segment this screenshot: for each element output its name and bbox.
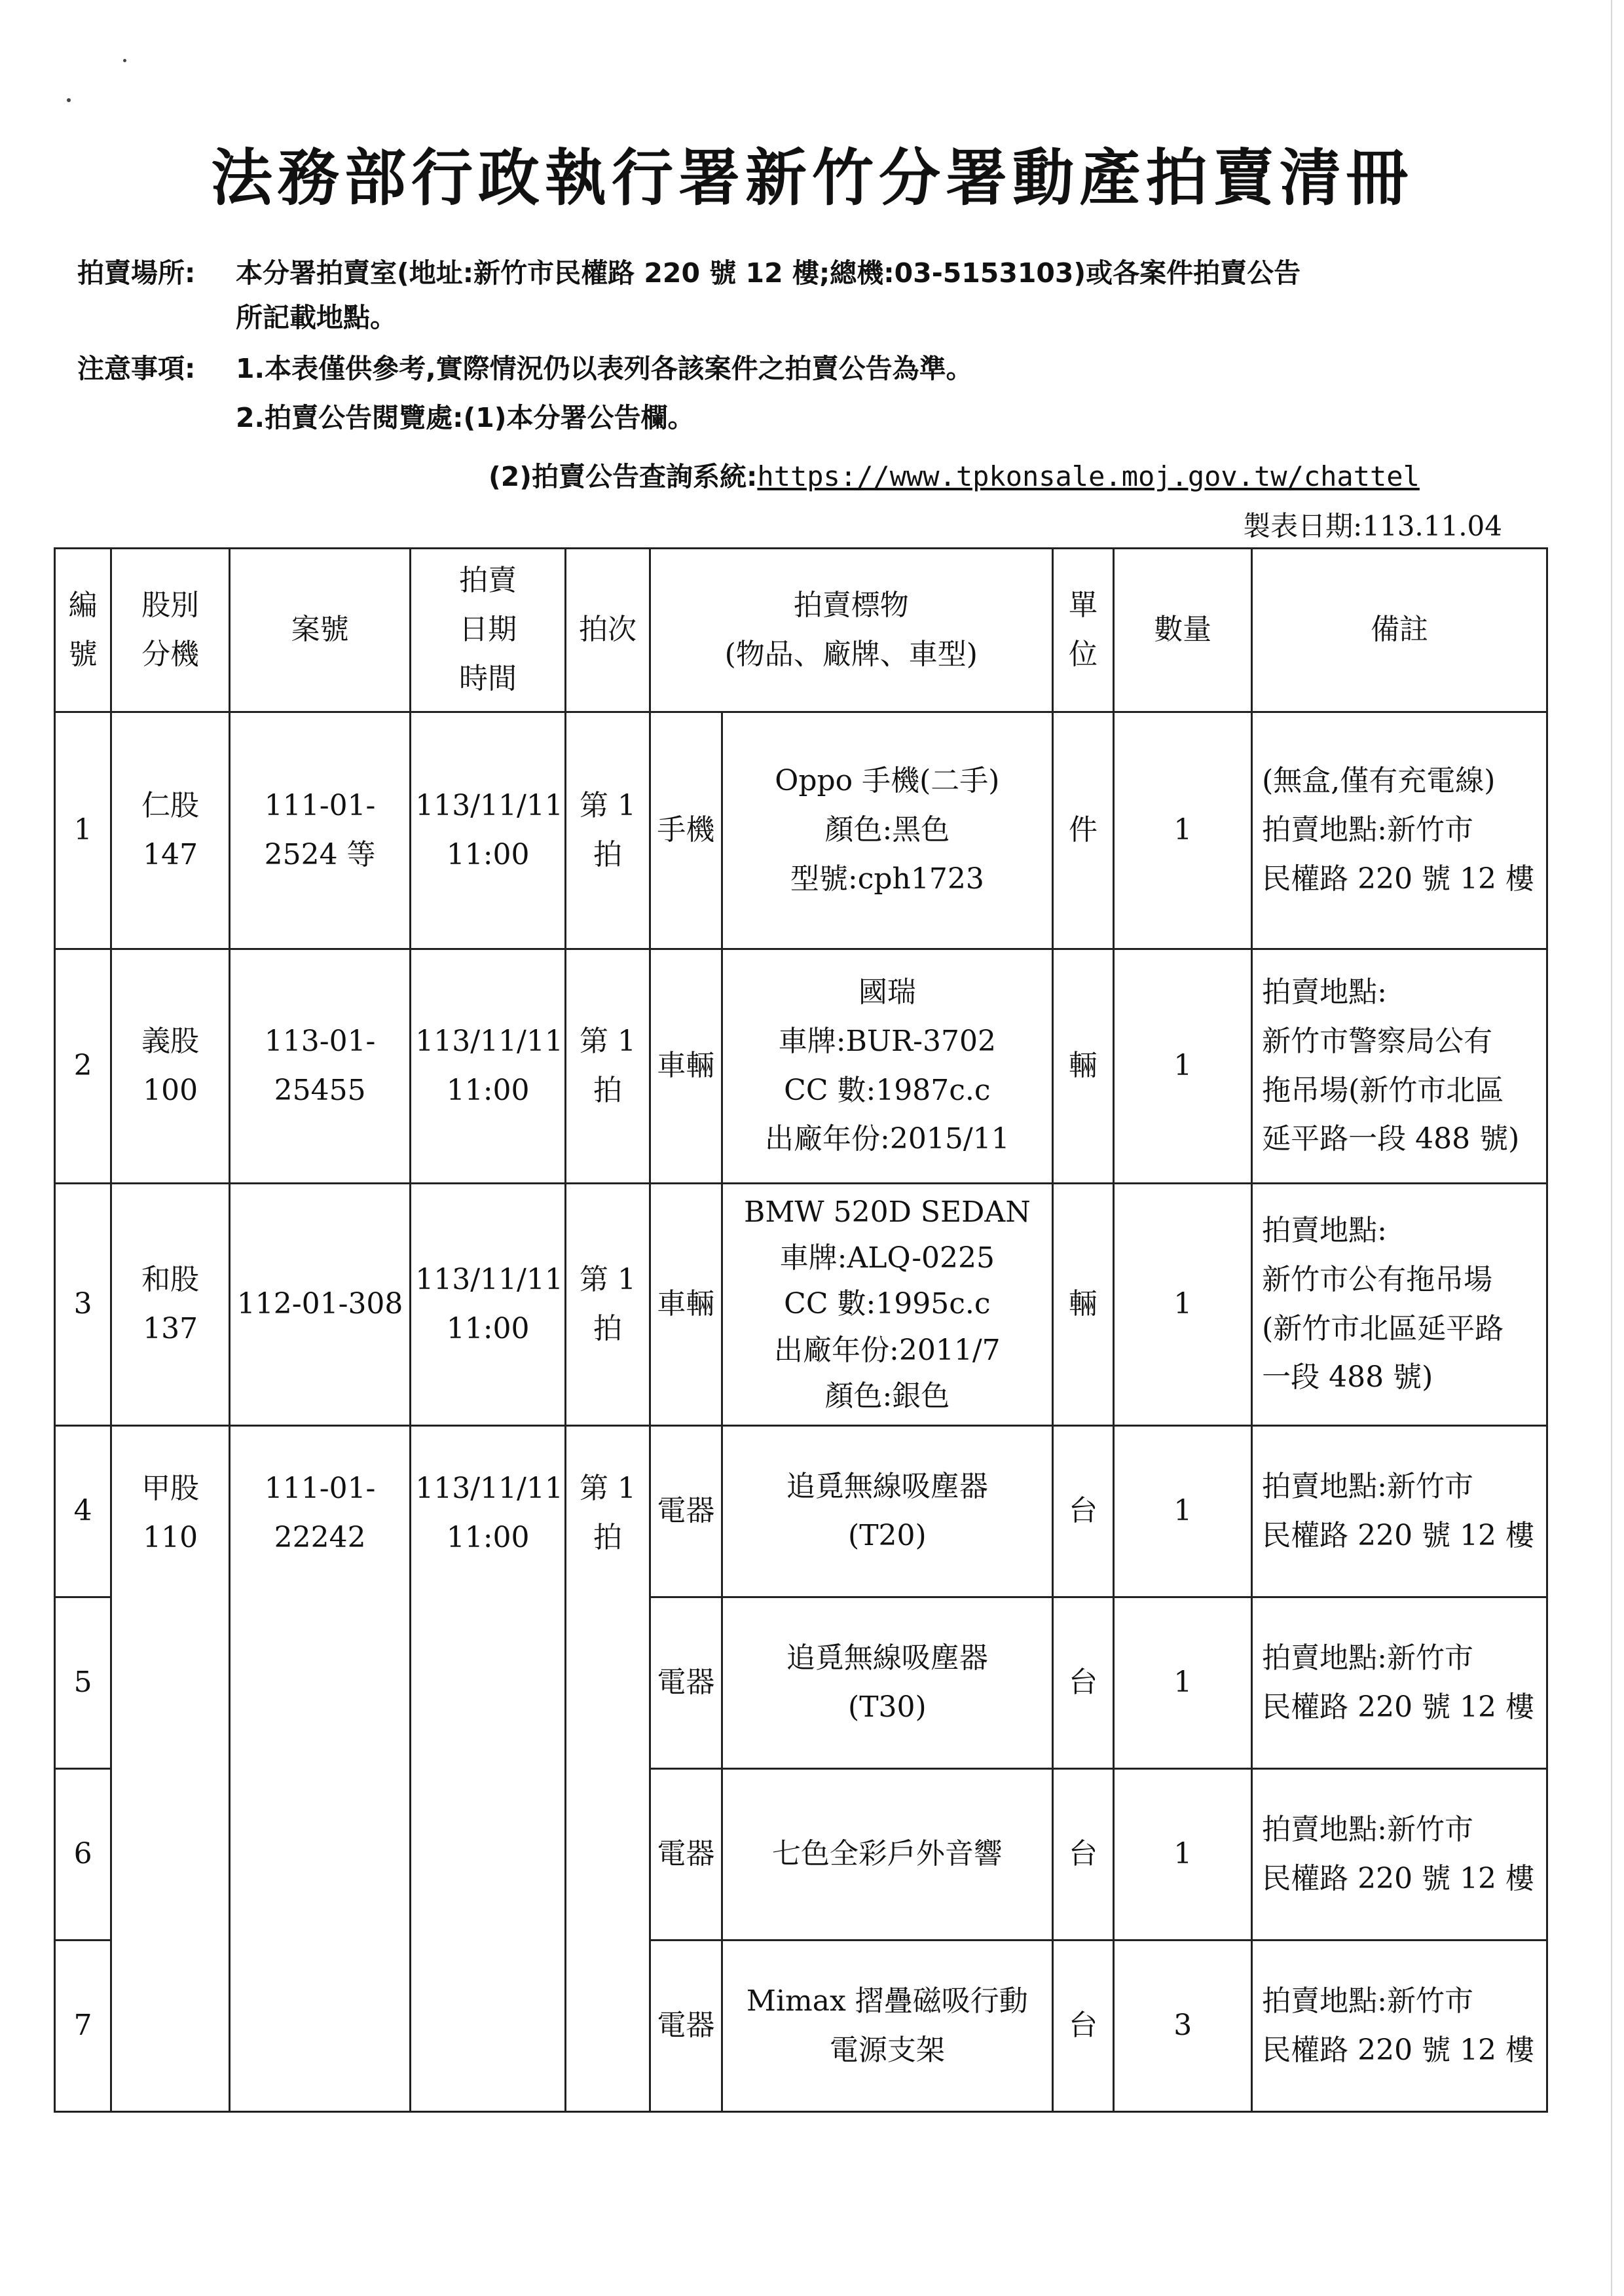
cell-remarks: (無盒,僅有充電線) 拍賣地點:新竹市 民權路 220 號 12 樓: [1252, 712, 1547, 949]
auction-table: [54, 547, 1548, 2113]
cell-category: 車輛: [650, 949, 722, 1184]
cell-no: 3: [55, 1184, 111, 1426]
cell-no: 1: [55, 712, 111, 949]
cell-round: 第 1 拍: [566, 949, 650, 1184]
table-row: [55, 1426, 1547, 1597]
cell-date-time: 113/11/11 11:00: [411, 712, 566, 949]
cell-remarks: 拍賣地點:新竹市 民權路 220 號 12 樓: [1252, 1941, 1547, 2112]
cell-item: BMW 520D SEDAN 車牌:ALQ-0225 CC 數:1995c.c 出廠年份:2011/7 顏色:銀色: [722, 1184, 1052, 1426]
cell-case-no: 111-01- 2524 等: [229, 712, 410, 949]
cell-date-time: 113/11/11 11:00: [411, 949, 566, 1184]
header-date-time: 拍賣 日期 時間: [411, 549, 566, 712]
cell-category: 電器: [650, 1597, 722, 1769]
header-item: 拍賣標物 (物品、廠牌、車型): [650, 549, 1052, 712]
cell-qty: 1: [1114, 949, 1252, 1184]
cell-no: 7: [55, 1941, 111, 2112]
cell-unit: 台: [1052, 1426, 1113, 1597]
location-line2: 所記載地點。: [236, 302, 397, 333]
cell-remarks: 拍賣地點: 新竹市公有拖吊場 (新竹市北區延平路 一段 488 號): [1252, 1184, 1547, 1426]
cell-unit: 輛: [1052, 949, 1113, 1184]
auction-query-link[interactable]: https://www.tpkonsale.moj.gov.tw/chattel: [757, 460, 1420, 492]
cell-qty: 1: [1114, 1426, 1252, 1597]
cell-remarks: 拍賣地點:新竹市 民權路 220 號 12 樓: [1252, 1426, 1547, 1597]
notes-label: 注意事項:: [77, 353, 196, 384]
cell-category: 車輛: [650, 1184, 722, 1426]
cell-unit: 輛: [1052, 1184, 1113, 1426]
cell-unit: 台: [1052, 1769, 1113, 1941]
cell-remarks: 拍賣地點:新竹市 民權路 220 號 12 樓: [1252, 1769, 1547, 1941]
cell-qty: 1: [1114, 1597, 1252, 1769]
cell-no: 2: [55, 949, 111, 1184]
table-date: 製表日期:113.11.04: [1243, 510, 1502, 542]
cell-category: 電器: [650, 1769, 722, 1941]
cell-item: Mimax 摺疊磁吸行動 電源支架: [722, 1941, 1052, 2112]
cell-no: 5: [55, 1597, 111, 1769]
header-case-no: 案號: [229, 549, 410, 712]
table-header-row: [55, 549, 1547, 712]
cell-round: 第 1 拍: [566, 1184, 650, 1426]
table-row: [55, 949, 1547, 1184]
note-1: 1.本表僅供參考,實際情況仍以表列各該案件之拍賣公告為準。: [236, 353, 973, 384]
cell-division: 義股 100: [111, 949, 230, 1184]
note-3: [489, 455, 1420, 494]
cell-qty: 3: [1114, 1941, 1252, 2112]
scan-speck: [67, 98, 71, 102]
scan-speck: [123, 59, 126, 62]
cell-date-time: 113/11/11 11:00: [411, 1426, 566, 2112]
cell-category: 電器: [650, 1941, 722, 2112]
cell-item: 七色全彩戶外音響: [722, 1769, 1052, 1941]
cell-case-no: 112-01-308: [229, 1184, 410, 1426]
cell-no: 4: [55, 1426, 111, 1597]
cell-division: 和股 137: [111, 1184, 230, 1426]
cell-round: 第 1 拍: [566, 712, 650, 949]
note-3-prefix: (2)拍賣公告查詢系統:: [489, 461, 758, 492]
header-remarks: 備註: [1252, 549, 1547, 712]
cell-division: 仁股 147: [111, 712, 230, 949]
note-2: 2.拍賣公告閱覽處:(1)本分署公告欄。: [236, 402, 695, 433]
cell-remarks: 拍賣地點:新竹市 民權路 220 號 12 樓: [1252, 1597, 1547, 1769]
cell-item: 追覓無線吸塵器 (T30): [722, 1597, 1052, 1769]
cell-qty: 1: [1114, 1184, 1252, 1426]
location-line1: 本分署拍賣室(地址:新竹市民權路 220 號 12 樓;總機:03-5153103)或各案件拍賣公告: [236, 257, 1301, 289]
scan-edge-line: [1611, 0, 1612, 2296]
cell-round: 第 1 拍: [566, 1426, 650, 2112]
cell-item: Oppo 手機(二手) 顏色:黑色 型號:cph1723: [722, 712, 1052, 949]
cell-case-no: 111-01- 22242: [229, 1426, 410, 2112]
cell-category: 手機: [650, 712, 722, 949]
cell-item: 追覓無線吸塵器 (T20): [722, 1426, 1052, 1597]
cell-case-no: 113-01- 25455: [229, 949, 410, 1184]
header-qty: 數量: [1114, 549, 1252, 712]
cell-item: 國瑞 車牌:BUR-3702 CC 數:1987c.c 出廠年份:2015/11: [722, 949, 1052, 1184]
cell-division: 甲股 110: [111, 1426, 230, 2112]
header-unit: 單 位: [1052, 549, 1113, 712]
cell-unit: 台: [1052, 1941, 1113, 2112]
cell-date-time: 113/11/11 11:00: [411, 1184, 566, 1426]
table-row: [55, 712, 1547, 949]
cell-unit: 台: [1052, 1597, 1113, 1769]
cell-category: 電器: [650, 1426, 722, 1597]
document-title: 法務部行政執行署新竹分署動產拍賣清冊: [210, 143, 1413, 214]
cell-qty: 1: [1114, 1769, 1252, 1941]
cell-qty: 1: [1114, 712, 1252, 949]
cell-no: 6: [55, 1769, 111, 1941]
header-no: 編 號: [55, 549, 111, 712]
cell-remarks: 拍賣地點: 新竹市警察局公有 拖吊場(新竹市北區 延平路一段 488 號): [1252, 949, 1547, 1184]
header-round: 拍次: [566, 549, 650, 712]
table-row: [55, 1184, 1547, 1426]
cell-unit: 件: [1052, 712, 1113, 949]
header-division: 股別 分機: [111, 549, 230, 712]
location-label: 拍賣場所:: [77, 257, 196, 289]
